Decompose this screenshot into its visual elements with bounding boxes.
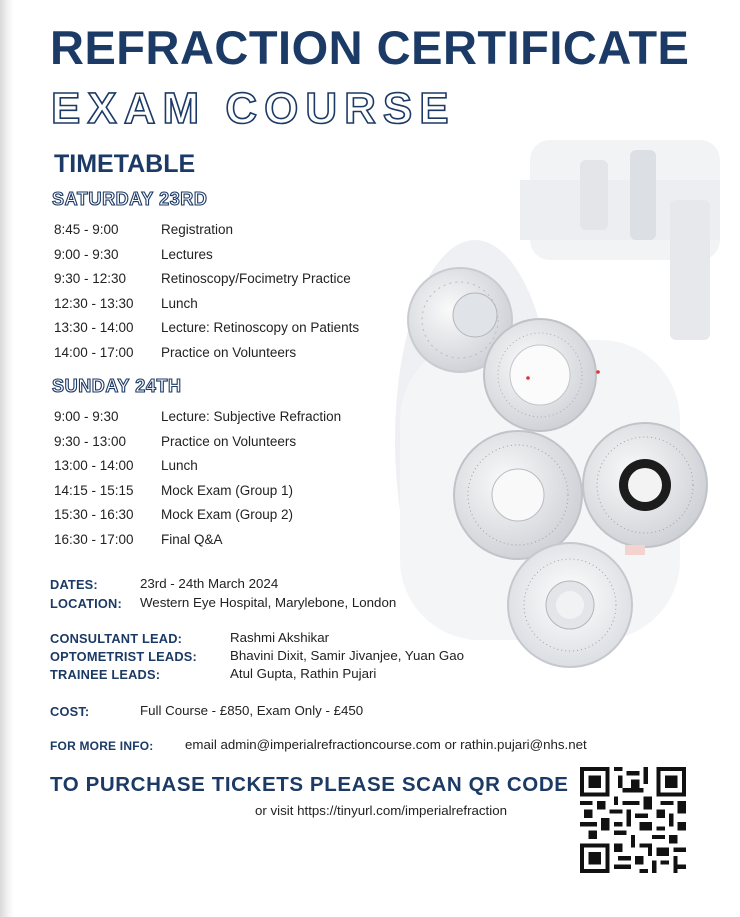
time-slot: 9:00 - 9:30: [54, 409, 119, 424]
schedule-row: [54, 507, 414, 532]
dates-label: DATES:: [50, 577, 98, 592]
time-slot: 9:30 - 12:30: [54, 271, 127, 287]
activity: Final Q&A: [161, 531, 223, 547]
time-slot: 13:00 - 14:00: [54, 458, 134, 474]
more-info-label: FOR MORE INFO:: [50, 739, 154, 753]
activity: Retinoscopy/Focimetry Practice: [161, 271, 351, 287]
cost-label: COST:: [50, 704, 90, 719]
schedule-row: [54, 458, 414, 483]
activity: Lecture: Subjective Refraction: [161, 409, 342, 424]
schedule-row: [54, 222, 414, 247]
trainee-value: Atul Gupta, Rathin Pujari: [230, 666, 377, 681]
saturday-schedule: [54, 222, 414, 370]
time-slot: 12:30 - 13:30: [54, 295, 134, 311]
schedule-row: [54, 532, 414, 557]
trainee-label: TRAINEE LEADS:: [50, 667, 161, 682]
schedule-row: [54, 409, 414, 434]
activity: Lunch: [161, 458, 198, 474]
optometrist-label: OPTOMETRIST LEADS:: [50, 649, 197, 664]
consultant-value: Rashmi Akshikar: [230, 630, 330, 645]
schedule-row: [54, 434, 414, 459]
activity: Lunch: [161, 295, 198, 311]
activity: Mock Exam (Group 2): [161, 507, 294, 523]
more-info-value: email admin@imperialrefractioncourse.com or rathin.pujari@nhs.net: [185, 737, 587, 752]
time-slot: 8:45 - 9:00: [54, 222, 119, 237]
activity: Registration: [161, 222, 234, 237]
activity: Practice on Volunteers: [161, 344, 297, 360]
dates-value: 23rd - 24th March 2024: [140, 576, 279, 591]
time-slot: 15:30 - 16:30: [54, 507, 134, 523]
location-label: LOCATION:: [50, 596, 122, 611]
time-slot: 16:30 - 17:00: [54, 531, 134, 547]
activity: Lectures: [161, 246, 213, 262]
time-slot: 14:15 - 15:15: [54, 482, 134, 498]
consultant-label: CONSULTANT LEAD:: [50, 631, 183, 646]
title-line-1: REFRACTION CERTIFICATE: [50, 21, 690, 74]
time-slot: 9:00 - 9:30: [54, 246, 119, 262]
title-line-2: EXAM COURSE: [51, 84, 456, 133]
activity: Mock Exam (Group 1): [161, 482, 294, 498]
phoropter-illustration: [380, 140, 720, 670]
location-value: Western Eye Hospital, Marylebone, London: [140, 595, 397, 610]
schedule-row: [54, 483, 414, 508]
schedule-row: [54, 247, 414, 272]
schedule-row: [54, 320, 414, 345]
time-slot: 14:00 - 17:00: [54, 344, 134, 360]
time-slot: 13:30 - 14:00: [54, 320, 134, 336]
activity: Practice on Volunteers: [161, 433, 297, 449]
visit-link[interactable]: or visit https://tinyurl.com/imperialrefraction: [255, 803, 507, 818]
schedule-row: [54, 296, 414, 321]
time-slot: 9:30 - 13:00: [54, 433, 127, 449]
schedule-row: [54, 271, 414, 296]
timetable-heading: TIMETABLE: [54, 150, 196, 178]
activity: Lecture: Retinoscopy on Patients: [161, 320, 360, 336]
day-heading-saturday: SATURDAY 23RD: [52, 189, 208, 209]
sunday-schedule: [54, 409, 414, 557]
page-edge-shadow: [0, 0, 14, 917]
schedule-row: [54, 345, 414, 370]
purchase-heading: TO PURCHASE TICKETS PLEASE SCAN QR CODE: [50, 773, 569, 796]
optometrist-value: Bhavini Dixit, Samir Jivanjee, Yuan Gao: [230, 648, 465, 663]
cost-value: Full Course - £850, Exam Only - £450: [140, 703, 364, 718]
qr-code-icon[interactable]: [580, 767, 686, 873]
day-heading-sunday: SUNDAY 24TH: [52, 376, 182, 396]
